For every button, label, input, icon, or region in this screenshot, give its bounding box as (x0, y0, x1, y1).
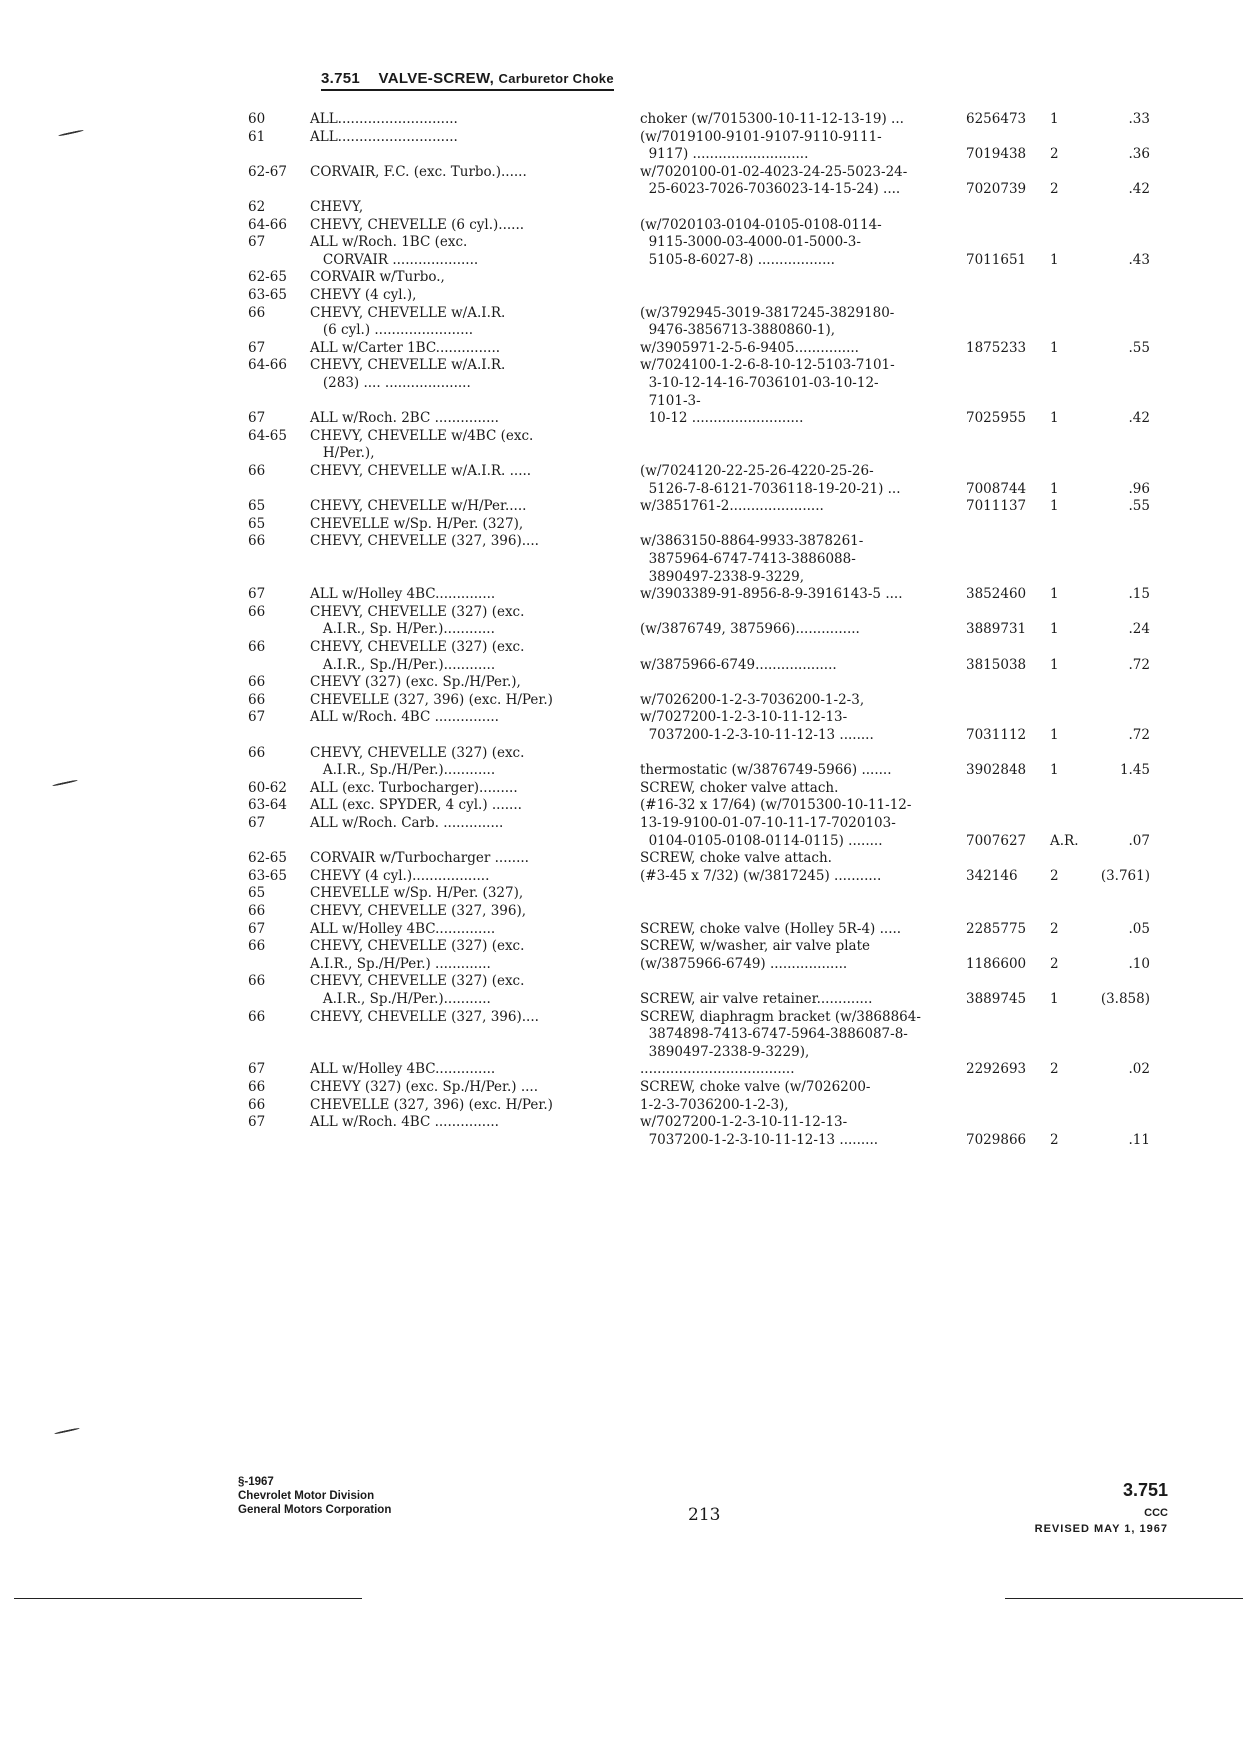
row-description: 7101-3- (640, 393, 701, 409)
row-description: .................................... (640, 1061, 795, 1077)
row-year: 64-66 (248, 217, 287, 233)
footer-section-number: 3.751 (1122, 1480, 1168, 1500)
row-application: ALL w/Roch. 1BC (exc. (310, 234, 468, 250)
row-year: 66 (248, 674, 266, 690)
row-application: ALL w/Holley 4BC.............. (310, 586, 496, 602)
row-year: 62-65 (248, 269, 287, 285)
row-year: 66 (248, 639, 266, 655)
row-year: 65 (248, 498, 266, 514)
row-price: .15 (1128, 586, 1150, 602)
row-price: .43 (1128, 252, 1150, 268)
row-quantity: 1 (1050, 586, 1059, 602)
row-description: 5105-8-6027-8) .................. (640, 252, 835, 268)
row-application: CHEVY, CHEVELLE (327, 396).... (310, 533, 539, 549)
page-title (321, 70, 614, 91)
row-year: 67 (248, 815, 266, 831)
row-quantity: 1 (1050, 762, 1059, 778)
row-price: .10 (1128, 956, 1150, 972)
row-year: 63-65 (248, 868, 287, 884)
row-price: .42 (1128, 181, 1150, 197)
footer-year: §-1967 (238, 1476, 274, 1488)
row-application: ALL............................ (310, 129, 458, 145)
row-description: (w/7020103-0104-0105-0108-0114- (640, 217, 882, 233)
row-description: (w/7024120-22-25-26-4220-25-26- (640, 463, 874, 479)
row-price: .33 (1128, 111, 1150, 127)
row-application: CHEVY, CHEVELLE (327, 396), (310, 903, 527, 919)
row-year: 67 (248, 586, 266, 602)
row-application: CHEVELLE w/Sp. H/Per. (327), (310, 516, 524, 532)
row-year: 62 (248, 199, 266, 215)
row-description: SCREW, choke valve (Holley 5R-4) ..... (640, 921, 902, 937)
row-description: 9115-3000-03-4000-01-5000-3- (640, 234, 861, 250)
row-quantity: 1 (1050, 991, 1059, 1007)
row-application: CORVAIR, F.C. (exc. Turbo.)...... (310, 164, 527, 180)
row-description: 9476-3856713-3880860-1), (640, 322, 836, 338)
row-application: CHEVY, CHEVELLE (327) (exc. (310, 745, 525, 761)
row-description: 7037200-1-2-3-10-11-12-13 ......... (640, 1132, 879, 1148)
row-application: CHEVY, CHEVELLE (327) (exc. (310, 604, 525, 620)
row-price: .24 (1128, 621, 1150, 637)
row-price: (3.761) (1100, 868, 1150, 884)
row-part-number: 7020739 (966, 181, 1027, 197)
row-quantity: 2 (1050, 1132, 1059, 1148)
footer-section-block (1035, 1480, 1168, 1535)
row-part-number: 7011137 (966, 498, 1027, 514)
row-application: ALL w/Roch. 4BC ............... (310, 709, 499, 725)
row-price: .07 (1128, 833, 1150, 849)
row-year: 65 (248, 885, 266, 901)
row-quantity: 1 (1050, 621, 1059, 637)
row-year: 67 (248, 1114, 266, 1130)
row-description: 3-10-12-14-16-7036101-03-10-12- (640, 375, 879, 391)
row-application: (6 cyl.) ....................... (310, 322, 474, 338)
row-quantity: 1 (1050, 657, 1059, 673)
footer-rule-left (14, 1598, 362, 1599)
punch-mark (58, 129, 84, 136)
row-description: SCREW, air valve retainer............. (640, 991, 873, 1007)
title-text: VALVE-SCREW, (378, 70, 495, 87)
row-quantity: 1 (1050, 727, 1059, 743)
row-description: SCREW, choke valve attach. (640, 850, 832, 866)
row-application: ALL w/Roch. Carb. .............. (310, 815, 504, 831)
row-part-number: 2285775 (966, 921, 1027, 937)
row-description: 3874898-7413-6747-5964-3886087-8- (640, 1026, 908, 1042)
row-description: SCREW, diaphragm bracket (w/3868864- (640, 1009, 921, 1025)
row-part-number: 6256473 (966, 111, 1027, 127)
row-description: 3890497-2338-9-3229, (640, 569, 804, 585)
row-description: (w/3876749, 3875966)............... (640, 621, 860, 637)
row-price: .05 (1128, 921, 1150, 937)
row-application: ALL w/Holley 4BC.............. (310, 1061, 496, 1077)
row-year: 66 (248, 305, 266, 321)
row-year: 66 (248, 938, 266, 954)
row-year: 64-66 (248, 357, 287, 373)
row-price: .96 (1128, 481, 1150, 497)
row-description: SCREW, choke valve (w/7026200- (640, 1079, 871, 1095)
row-part-number: 3902848 (966, 762, 1027, 778)
row-description: w/7020100-01-02-4023-24-25-5023-24- (640, 164, 908, 180)
row-part-number: 7025955 (966, 410, 1027, 426)
footer-rule-right (1005, 1598, 1243, 1599)
row-part-number: 7031112 (966, 727, 1027, 743)
footer-code: CCC (1144, 1507, 1168, 1519)
row-price: .72 (1128, 727, 1150, 743)
row-application: CHEVY (327) (exc. Sp./H/Per.) .... (310, 1079, 539, 1095)
row-description: SCREW, choker valve attach. (640, 780, 839, 796)
row-description: (w/3792945-3019-3817245-3829180- (640, 305, 895, 321)
row-year: 66 (248, 903, 266, 919)
row-description: 3875964-6747-7413-3886088- (640, 551, 856, 567)
row-part-number: 3889745 (966, 991, 1027, 1007)
row-price: .36 (1128, 146, 1150, 162)
row-price: .55 (1128, 340, 1150, 356)
row-part-number: 3889731 (966, 621, 1027, 637)
row-description: (#3-45 x 7/32) (w/3817245) ........... (640, 868, 882, 884)
row-application: CHEVY, CHEVELLE w/A.I.R. (310, 357, 506, 373)
row-application: A.I.R., Sp./H/Per.) ............. (310, 956, 491, 972)
row-year: 66 (248, 463, 266, 479)
row-application: CHEVELLE (327, 396) (exc. H/Per.) (310, 1097, 553, 1113)
row-part-number: 7008744 (966, 481, 1027, 497)
row-description: w/7024100-1-2-6-8-10-12-5103-7101- (640, 357, 895, 373)
row-application: CHEVY, CHEVELLE (327) (exc. (310, 938, 525, 954)
row-description: 10-12 .......................... (640, 410, 804, 426)
row-part-number: 1186600 (966, 956, 1027, 972)
row-application: H/Per.), (310, 445, 375, 461)
row-application: CHEVY, CHEVELLE w/A.I.R. ..... (310, 463, 532, 479)
row-year: 66 (248, 973, 266, 989)
row-description: w/3875966-6749................... (640, 657, 837, 673)
row-description: 3890497-2338-9-3229), (640, 1044, 810, 1060)
row-application: CHEVELLE (327, 396) (exc. H/Per.) (310, 692, 553, 708)
row-application: ALL w/Roch. 2BC ............... (310, 410, 499, 426)
row-price: 1.45 (1119, 762, 1150, 778)
row-price: .72 (1128, 657, 1150, 673)
row-quantity: 1 (1050, 111, 1059, 127)
row-description: thermostatic (w/3876749-5966) ....... (640, 762, 892, 778)
row-application: CHEVY, CHEVELLE (327) (exc. (310, 639, 525, 655)
row-year: 67 (248, 340, 266, 356)
row-quantity: A.R. (1050, 833, 1079, 849)
row-description: 5126-7-8-6121-7036118-19-20-21) ... (640, 481, 901, 497)
row-application: CHEVY (4 cyl.).................. (310, 868, 490, 884)
row-description: (w/7019100-9101-9107-9110-9111- (640, 129, 882, 145)
row-quantity: 1 (1050, 410, 1059, 426)
row-year: 67 (248, 410, 266, 426)
row-description: 25-6023-7026-7036023-14-15-24) .... (640, 181, 901, 197)
row-year: 66 (248, 692, 266, 708)
row-part-number: 1875233 (966, 340, 1027, 356)
footer-corporation: General Motors Corporation (238, 1504, 392, 1516)
row-year: 64-65 (248, 428, 287, 444)
row-description: w/3863150-8864-9933-3878261- (640, 533, 864, 549)
row-application: CHEVY, CHEVELLE w/H/Per..... (310, 498, 527, 514)
row-quantity: 2 (1050, 146, 1059, 162)
row-year: 66 (248, 1009, 266, 1025)
row-description: 7037200-1-2-3-10-11-12-13 ........ (640, 727, 874, 743)
row-part-number: 342146 (966, 868, 1018, 884)
row-application: CHEVY, CHEVELLE (6 cyl.)...... (310, 217, 525, 233)
subtitle-text: Carburetor Choke (498, 71, 614, 86)
row-quantity: 2 (1050, 921, 1059, 937)
row-year: 62-67 (248, 164, 287, 180)
row-quantity: 2 (1050, 868, 1059, 884)
row-price: .42 (1128, 410, 1150, 426)
row-year: 60-62 (248, 780, 287, 796)
row-price: (3.858) (1100, 991, 1150, 1007)
row-application: CHEVELLE w/Sp. H/Per. (327), (310, 885, 524, 901)
page-number: 213 (688, 1505, 721, 1525)
row-application: CHEVY (327) (exc. Sp./H/Per.), (310, 674, 521, 690)
row-application: A.I.R., Sp. H/Per.)............ (310, 621, 495, 637)
row-year: 63-64 (248, 797, 287, 813)
row-year: 60 (248, 111, 266, 127)
row-quantity: 2 (1050, 1061, 1059, 1077)
row-part-number: 3815038 (966, 657, 1027, 673)
revision-date: REVISED MAY 1, 1967 (1034, 1523, 1168, 1535)
row-quantity: 1 (1050, 498, 1059, 514)
row-year: 65 (248, 516, 266, 532)
row-year: 66 (248, 745, 266, 761)
row-description: w/3905971-2-5-6-9405............... (640, 340, 859, 356)
row-year: 67 (248, 1061, 266, 1077)
row-part-number: 7029866 (966, 1132, 1027, 1148)
row-application: CORVAIR .................... (310, 252, 479, 268)
row-application: ALL (exc. SPYDER, 4 cyl.) ....... (310, 797, 522, 813)
row-year: 67 (248, 234, 266, 250)
row-part-number: 3852460 (966, 586, 1027, 602)
row-year: 66 (248, 533, 266, 549)
row-year: 63-65 (248, 287, 287, 303)
row-application: CORVAIR w/Turbocharger ........ (310, 850, 529, 866)
row-description: (#16-32 x 17/64) (w/7015300-10-11-12- (640, 797, 912, 813)
row-application: CHEVY, CHEVELLE (327, 396).... (310, 1009, 539, 1025)
row-application: ALL w/Carter 1BC............... (310, 340, 501, 356)
row-part-number: 7007627 (966, 833, 1027, 849)
row-quantity: 1 (1050, 481, 1059, 497)
row-application: A.I.R., Sp./H/Per.)........... (310, 991, 491, 1007)
row-quantity: 2 (1050, 181, 1059, 197)
row-application: CHEVY, (310, 199, 364, 215)
row-description: w/7026200-1-2-3-7036200-1-2-3, (640, 692, 865, 708)
row-application: (283) .... .................... (310, 375, 471, 391)
row-description: (w/3875966-6749) .................. (640, 956, 848, 972)
row-application: ALL............................ (310, 111, 458, 127)
row-application: ALL w/Holley 4BC.............. (310, 921, 496, 937)
row-year: 62-65 (248, 850, 287, 866)
row-description: SCREW, w/washer, air valve plate (640, 938, 871, 954)
row-part-number: 7019438 (966, 146, 1027, 162)
row-year: 66 (248, 1079, 266, 1095)
row-price: .55 (1128, 498, 1150, 514)
punch-mark (54, 1427, 80, 1434)
footer-publisher (238, 1475, 391, 1517)
row-quantity: 2 (1050, 956, 1059, 972)
footer-division: Chevrolet Motor Division (238, 1490, 375, 1502)
row-application: CHEVY (4 cyl.), (310, 287, 417, 303)
row-description: 9117) ........................... (640, 146, 809, 162)
row-description: w/3851761-2...................... (640, 498, 824, 514)
row-application: A.I.R., Sp./H/Per.)............ (310, 657, 496, 673)
row-application: CHEVY, CHEVELLE w/A.I.R. (310, 305, 506, 321)
row-application: CORVAIR w/Turbo., (310, 269, 445, 285)
row-year: 66 (248, 1097, 266, 1113)
row-year: 61 (248, 129, 266, 145)
row-price: .02 (1128, 1061, 1150, 1077)
row-part-number: 2292693 (966, 1061, 1027, 1077)
row-price: .11 (1128, 1132, 1150, 1148)
row-description: 0104-0105-0108-0114-0115) ........ (640, 833, 883, 849)
row-description: 1-2-3-7036200-1-2-3), (640, 1097, 789, 1113)
row-application: ALL w/Roch. 4BC ............... (310, 1114, 499, 1130)
punch-mark (52, 779, 78, 786)
row-year: 66 (248, 604, 266, 620)
row-description: w/7027200-1-2-3-10-11-12-13- (640, 709, 848, 725)
row-year: 67 (248, 921, 266, 937)
row-description: w/7027200-1-2-3-10-11-12-13- (640, 1114, 848, 1130)
row-quantity: 1 (1050, 252, 1059, 268)
row-year: 67 (248, 709, 266, 725)
row-description: choker (w/7015300-10-11-12-13-19) ... (640, 111, 904, 127)
section-number: 3.751 (321, 70, 361, 87)
row-application: CHEVY, CHEVELLE (327) (exc. (310, 973, 525, 989)
row-application: A.I.R., Sp./H/Per.)............ (310, 762, 496, 778)
row-description: 13-19-9100-01-07-10-11-17-7020103- (640, 815, 896, 831)
row-part-number: 7011651 (966, 252, 1027, 268)
row-application: CHEVY, CHEVELLE w/4BC (exc. (310, 428, 534, 444)
row-quantity: 1 (1050, 340, 1059, 356)
row-application: ALL (exc. Turbocharger)......... (310, 780, 518, 796)
row-description: w/3903389-91-8956-8-9-3916143-5 .... (640, 586, 903, 602)
